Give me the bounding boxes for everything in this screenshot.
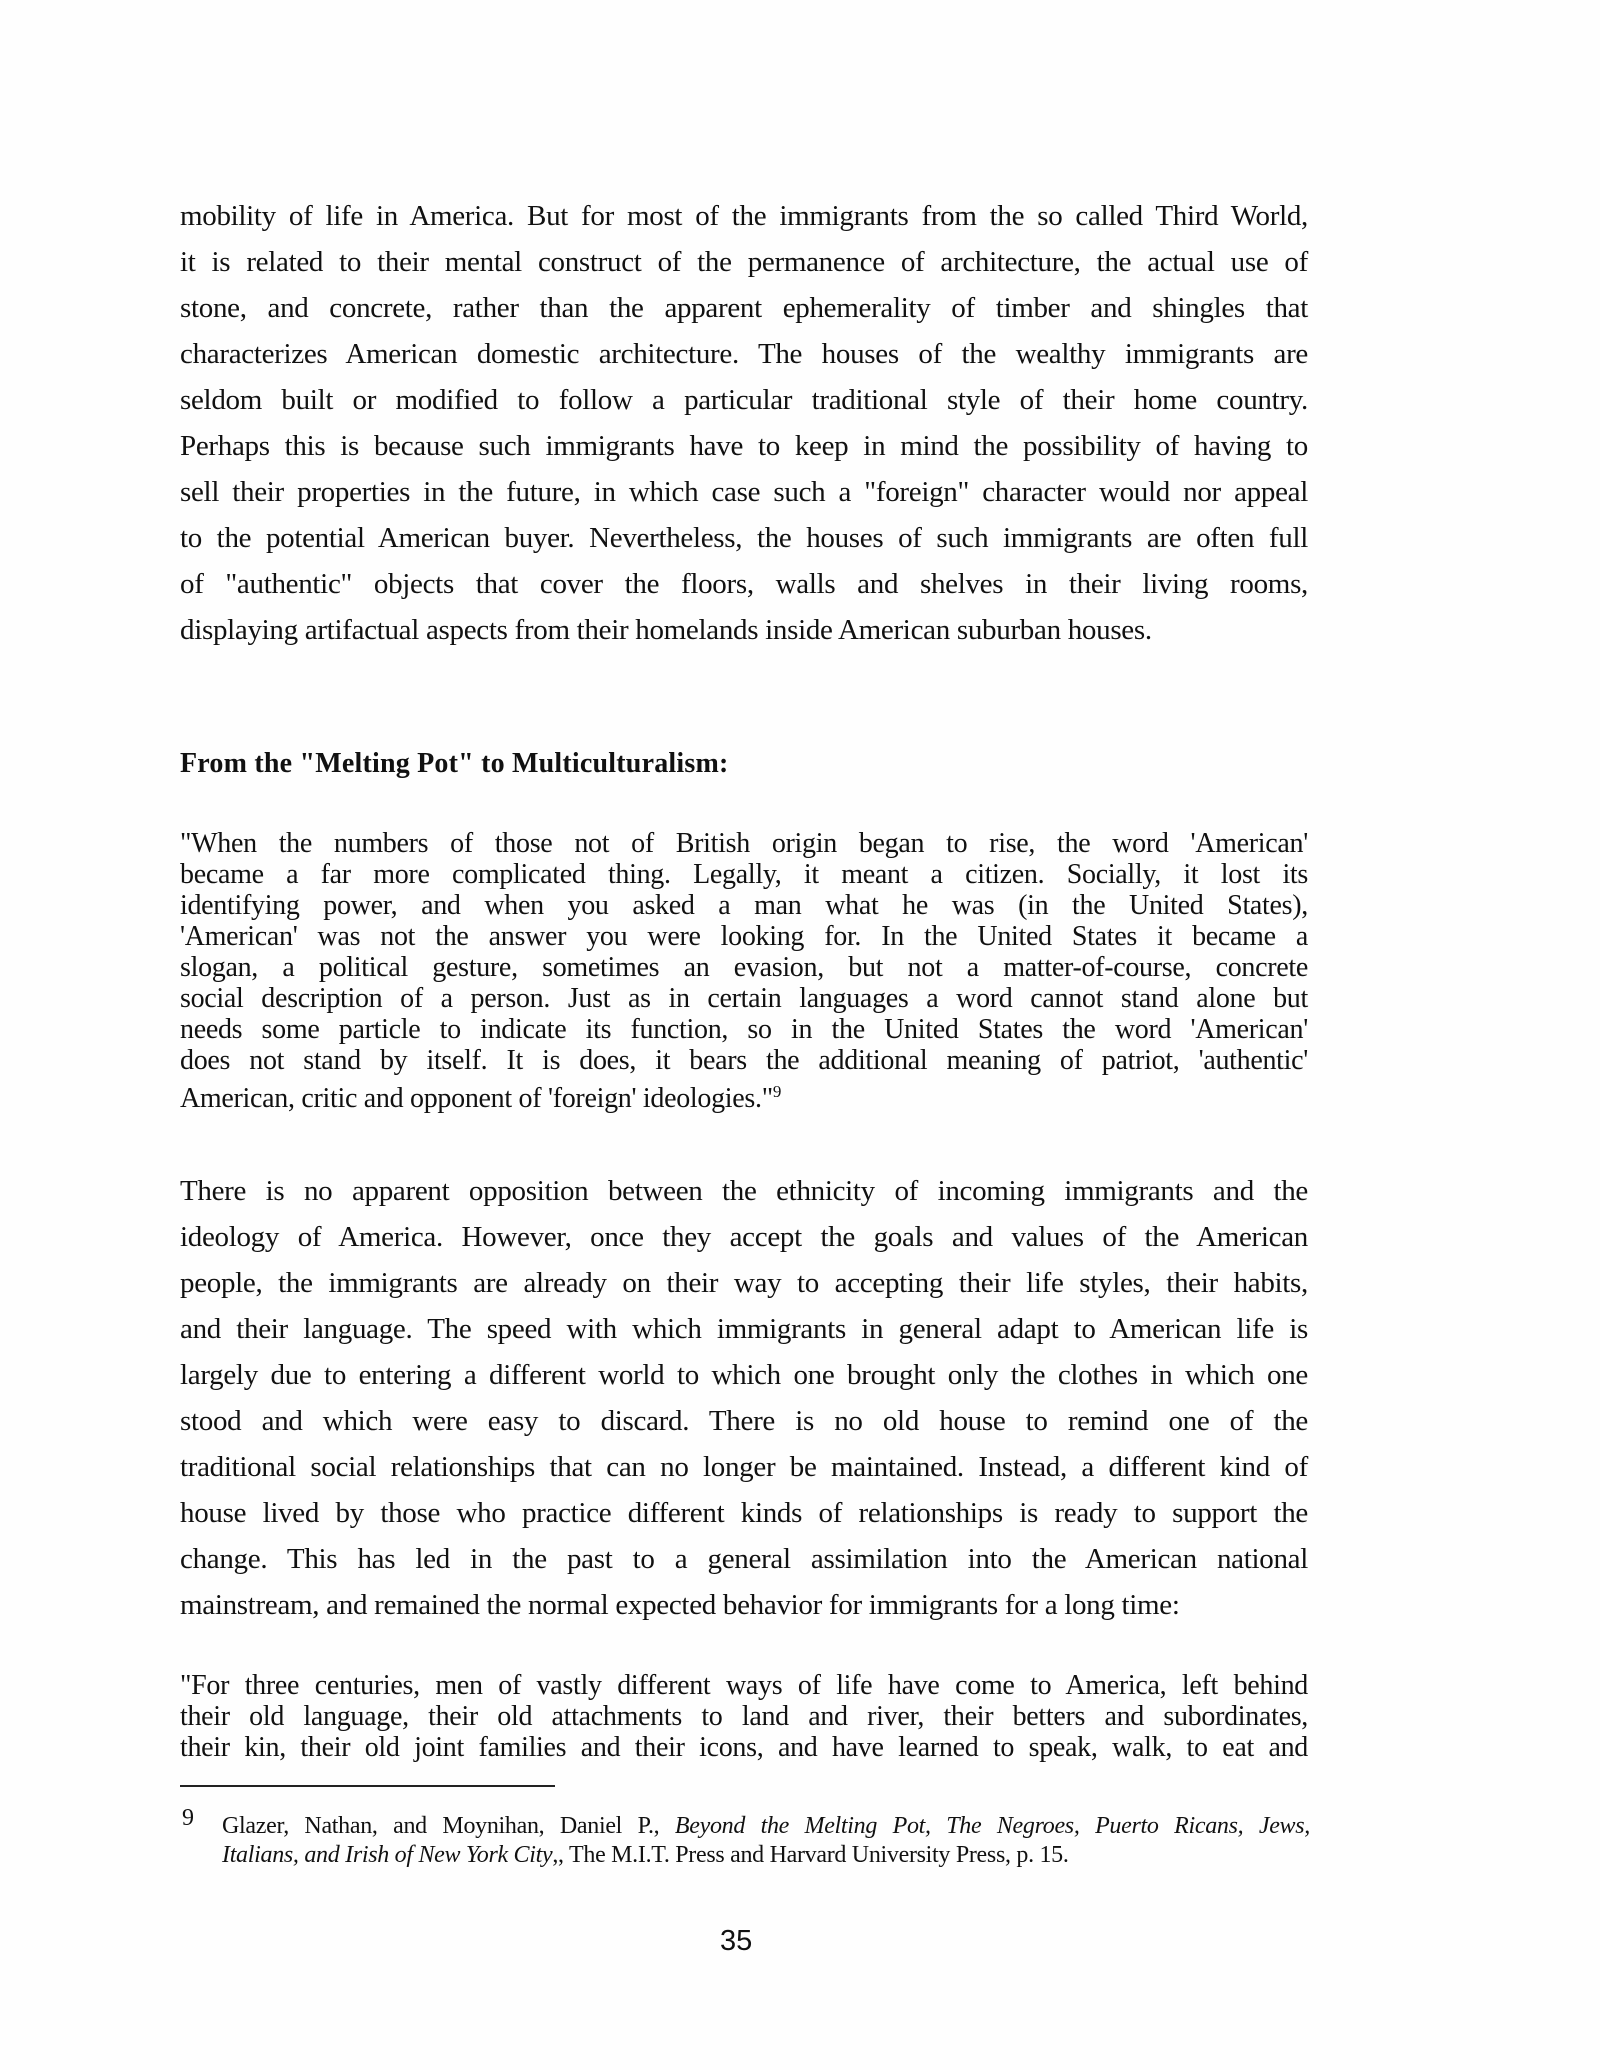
text-line: mobility of life in America. But for most of the immigrants from the so called Third World, <box>180 200 1308 232</box>
text-line: stood and which were easy to discard. There is no old house to remind one of the <box>180 1405 1308 1437</box>
text-line: and their language. The speed with which immigrants in general adapt to American life is <box>180 1313 1308 1345</box>
footnote-reference[interactable]: 9 <box>772 1082 782 1101</box>
quote-line: identifying power, and when you asked a man what he was (in the United States), <box>180 890 1308 921</box>
text-line: stone, and concrete, rather than the apparent ephemerality of timber and shingles that <box>180 292 1308 324</box>
page-number: 35 <box>720 1925 753 1957</box>
block-quote-1 <box>180 828 1308 1114</box>
section-heading: From the "Melting Pot" to Multiculturalism: <box>180 748 729 779</box>
quote-line: 'American' was not the answer you were looking for. In the United States it became a <box>180 921 1308 952</box>
text-line: it is related to their mental construct of the permanence of architecture, the actual use of <box>180 246 1308 278</box>
quote-line-text: American, critic and opponent of 'foreign' ideologies." <box>180 1083 773 1114</box>
footnote-publisher: ,, The M.I.T. Press and Harvard University Press, p. 15. <box>552 1842 1069 1868</box>
text-line: sell their properties in the future, in which case such a "foreign" character would nor appeal <box>180 476 1308 508</box>
text-line: mainstream, and remained the normal expected behavior for immigrants for a long time: <box>180 1589 1180 1621</box>
text-line: traditional social relationships that can no longer be maintained. Instead, a different kind of <box>180 1451 1308 1483</box>
footnote-authors: Glazer, Nathan, and Moynihan, Daniel P., <box>222 1813 675 1839</box>
text-line: characterizes American domestic architecture. The houses of the wealthy immigrants are <box>180 338 1308 370</box>
text-line: displaying artifactual aspects from their homelands inside American suburban houses. <box>180 614 1152 646</box>
text-line: of "authentic" objects that cover the floors, walls and shelves in their living rooms, <box>180 568 1308 600</box>
quote-line: their old language, their old attachments to land and river, their betters and subordinates, <box>180 1701 1308 1732</box>
quote-line-last <box>180 1076 1308 1114</box>
footnote-text <box>222 1812 1310 1870</box>
text-line: to the potential American buyer. Nevertheless, the houses of such immigrants are often full <box>180 522 1308 554</box>
quote-line: "For three centuries, men of vastly different ways of life have come to America, left behind <box>180 1670 1308 1701</box>
quote-line: "When the numbers of those not of British origin began to rise, the word 'American' <box>180 828 1308 859</box>
text-line: seldom built or modified to follow a particular traditional style of their home country. <box>180 384 1308 416</box>
quote-line: does not stand by itself. It is does, it bears the additional meaning of patriot, 'authentic' <box>180 1045 1308 1076</box>
paragraph-2 <box>180 1168 1308 1628</box>
footnote-number: 9 <box>182 1805 194 1831</box>
footnote-line <box>222 1841 1310 1870</box>
text-line: largely due to entering a different world to which one brought only the clothes in which one <box>180 1359 1308 1391</box>
footnote-title: Beyond the Melting Pot, The Negroes, Puerto Ricans, Jews, <box>674 1813 1311 1839</box>
paragraph-1 <box>180 193 1308 653</box>
text-line: ideology of America. However, once they accept the goals and values of the American <box>180 1221 1308 1253</box>
quote-line: social description of a person. Just as in certain languages a word cannot stand alone but <box>180 983 1308 1014</box>
footnote-title-cont: Italians, and Irish of New York City <box>222 1842 553 1868</box>
text-line: change. This has led in the past to a general assimilation into the American national <box>180 1543 1308 1575</box>
text-line: people, the immigrants are already on their way to accepting their life styles, their habits, <box>180 1267 1308 1299</box>
quote-line: became a far more complicated thing. Legally, it meant a citizen. Socially, it lost its <box>180 859 1308 890</box>
text-line: house lived by those who practice different kinds of relationships is ready to support the <box>180 1497 1308 1529</box>
quote-line: needs some particle to indicate its function, so in the United States the word 'American' <box>180 1014 1308 1045</box>
text-line: There is no apparent opposition between the ethnicity of incoming immigrants and the <box>180 1175 1308 1207</box>
footnote-separator <box>180 1785 555 1787</box>
footnote-line <box>222 1812 1310 1841</box>
quote-line: slogan, a political gesture, sometimes an evasion, but not a matter-of-course, concrete <box>180 952 1308 983</box>
block-quote-2 <box>180 1670 1308 1763</box>
text-line: Perhaps this is because such immigrants have to keep in mind the possibility of having to <box>180 430 1308 462</box>
quote-line: their kin, their old joint families and their icons, and have learned to speak, walk, to eat and <box>180 1732 1308 1763</box>
